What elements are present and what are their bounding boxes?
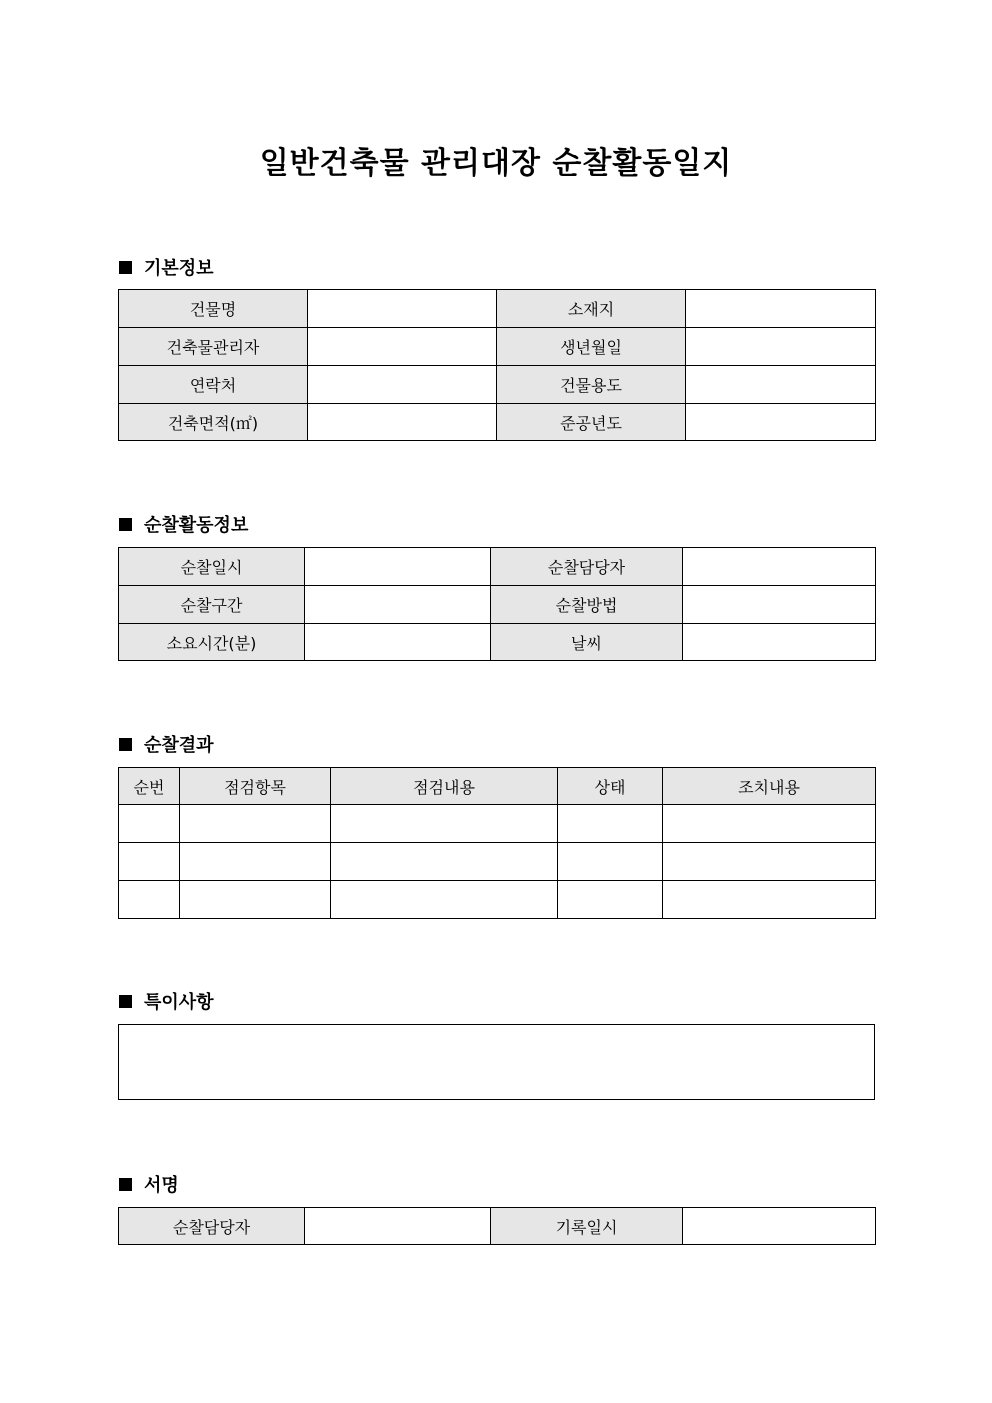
table-row (119, 881, 876, 919)
label-completion-year: 준공년도 (497, 404, 686, 441)
column-header-action: 조치내용 (663, 768, 876, 805)
cell-action[interactable] (663, 881, 876, 919)
document-title: 일반건축물 관리대장 순찰활동일지 (259, 146, 733, 181)
cell-check-content[interactable] (331, 843, 558, 881)
label-building-use: 건물용도 (497, 366, 686, 404)
square-bullet-icon (119, 995, 132, 1008)
table-row (119, 404, 876, 441)
table-row (119, 328, 876, 366)
column-header-status: 상태 (558, 768, 663, 805)
cell-status[interactable] (558, 843, 663, 881)
section-remarks-heading (119, 988, 214, 1014)
cell-check-item[interactable] (180, 881, 331, 919)
section-signature-heading (119, 1171, 179, 1197)
field-weather[interactable] (683, 624, 876, 661)
section-title: 순찰활동정보 (144, 515, 249, 536)
column-header-check-item: 점검항목 (180, 768, 331, 805)
column-header-check-content: 점검내용 (331, 768, 558, 805)
field-building-name[interactable] (308, 290, 497, 328)
section-basic-info-heading (119, 254, 214, 280)
basic-info-table (118, 289, 876, 441)
label-building-area: 건축면적(㎡) (119, 404, 308, 441)
label-building-manager: 건축물관리자 (119, 328, 308, 366)
cell-action[interactable] (663, 843, 876, 881)
label-patrol-officer: 순찰담당자 (491, 548, 683, 586)
section-title: 순찰결과 (144, 735, 214, 756)
field-patrol-section[interactable] (305, 586, 491, 624)
section-title: 서명 (144, 1175, 179, 1196)
table-row (119, 290, 876, 328)
field-patrol-officer-signature[interactable] (305, 1208, 491, 1245)
field-location[interactable] (686, 290, 876, 328)
label-birth-date: 생년월일 (497, 328, 686, 366)
label-patrol-datetime: 순찰일시 (119, 548, 305, 586)
field-building-use[interactable] (686, 366, 876, 404)
cell-number[interactable] (119, 881, 180, 919)
label-patrol-method: 순찰방법 (491, 586, 683, 624)
table-header-row (119, 768, 876, 805)
cell-number[interactable] (119, 843, 180, 881)
section-patrol-info-heading (119, 511, 248, 537)
square-bullet-icon (119, 518, 132, 531)
label-building-name: 건물명 (119, 290, 308, 328)
field-birth-date[interactable] (686, 328, 876, 366)
label-patrol-section: 순찰구간 (119, 586, 305, 624)
field-duration[interactable] (305, 624, 491, 661)
cell-status[interactable] (558, 805, 663, 843)
square-bullet-icon (119, 738, 132, 751)
field-record-datetime[interactable] (683, 1208, 876, 1245)
square-bullet-icon (119, 261, 132, 274)
patrol-info-table (118, 547, 876, 661)
table-row (119, 548, 876, 586)
label-contact: 연락처 (119, 366, 308, 404)
signature-table (118, 1207, 876, 1245)
table-row (119, 624, 876, 661)
label-record-datetime: 기록일시 (491, 1208, 683, 1245)
cell-number[interactable] (119, 805, 180, 843)
field-patrol-officer[interactable] (683, 548, 876, 586)
table-row (119, 586, 876, 624)
cell-check-content[interactable] (331, 881, 558, 919)
field-building-area[interactable] (308, 404, 497, 441)
square-bullet-icon (119, 1178, 132, 1191)
field-completion-year[interactable] (686, 404, 876, 441)
section-title: 기본정보 (144, 258, 214, 279)
table-row (119, 366, 876, 404)
section-title: 특이사항 (144, 992, 214, 1013)
field-contact[interactable] (308, 366, 497, 404)
cell-check-item[interactable] (180, 805, 331, 843)
table-row (119, 805, 876, 843)
field-patrol-method[interactable] (683, 586, 876, 624)
field-patrol-datetime[interactable] (305, 548, 491, 586)
table-row (119, 843, 876, 881)
label-weather: 날씨 (491, 624, 683, 661)
cell-action[interactable] (663, 805, 876, 843)
field-building-manager[interactable] (308, 328, 497, 366)
label-location: 소재지 (497, 290, 686, 328)
label-duration: 소요시간(분) (119, 624, 305, 661)
section-patrol-results-heading (119, 731, 214, 757)
column-header-number: 순번 (119, 768, 180, 805)
patrol-results-table (118, 767, 876, 919)
cell-check-item[interactable] (180, 843, 331, 881)
table-row (119, 1208, 876, 1245)
cell-status[interactable] (558, 881, 663, 919)
cell-check-content[interactable] (331, 805, 558, 843)
remarks-textarea[interactable] (118, 1024, 875, 1100)
label-patrol-officer-signature: 순찰담당자 (119, 1208, 305, 1245)
